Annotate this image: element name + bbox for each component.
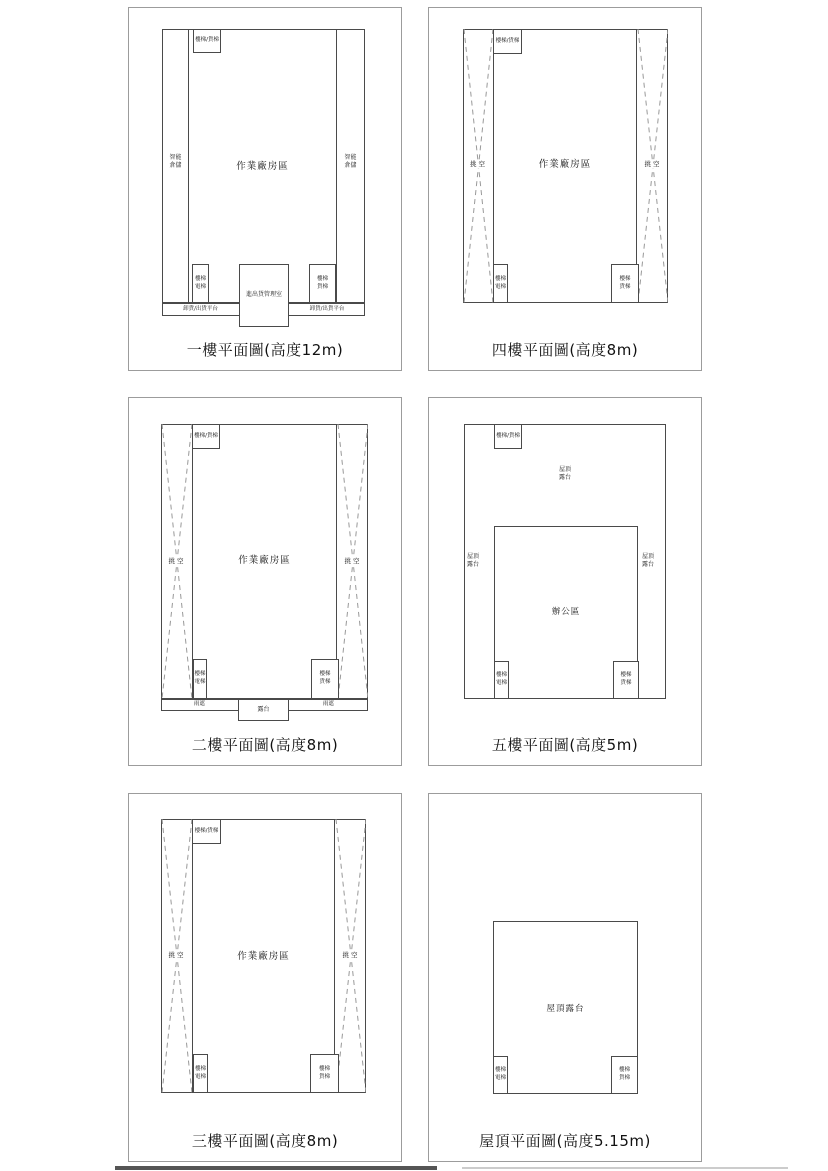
floor3-left-void-strip [161,819,193,1093]
roof-terrace-label-right: 屋頂 露台 [641,553,654,568]
loading-platform-label-right: 卸貨/出貨平台 [309,306,345,312]
floor5-stair-freight-box-top: 樓梯/貨梯 [494,424,522,449]
panel-floor2 [128,397,402,766]
floor5-stair-freight-box-bottom: 樓梯 貨梯 [613,661,639,699]
void-label: 挑空 [168,557,186,565]
next-page-edge-left [115,1166,437,1170]
office-area-label: 辦公區 [551,607,581,617]
floor1-stair-freight-box-bottom: 樓梯 貨梯 [309,264,336,303]
floor1-inout-mgmt-room: 進出貨管理室 [239,264,289,327]
floor4-title: 四樓平面圖(高度8m) [491,341,639,359]
floor2-stair-freight-box-bottom: 樓梯 貨梯 [311,659,339,699]
canopy-label-right: 雨遮 [322,701,334,707]
floor1-stair-freight-box-top: 樓梯/貨梯 [193,29,221,53]
floor5-title: 五樓平面圖(高度5m) [491,736,639,754]
void-label: 挑空 [470,160,487,168]
floor3-stair-freight-box-top: 樓梯/貨梯 [192,819,221,844]
floor3-work-area-label: 作業廠房區 [237,951,290,962]
floor1-work-area-label: 作業廠房區 [236,161,289,172]
floor1-title: 一樓平面圖(高度12m) [186,341,344,359]
loading-platform-label-left: 卸貨/出貨平台 [183,306,218,312]
floor4-left-void-strip [463,29,494,303]
roof-terrace-label-left: 屋頂 露台 [466,553,479,568]
canopy-label-left: 雨遮 [193,701,205,707]
floor5-stair-elevator-box: 樓梯 電梯 [494,661,509,699]
panel-floor3 [128,793,402,1162]
roof-terrace-label: 屋頂露台 [546,1004,585,1014]
panel-floor5 [428,397,702,766]
panel-roof [428,793,702,1162]
void-label: 挑空 [344,557,362,565]
floor2-stair-freight-box-top: 樓梯/貨梯 [192,424,220,449]
roof-stair-freight-box: 樓梯 貨梯 [611,1056,638,1094]
floor1-stair-elevator-box: 樓梯 電梯 [192,264,209,303]
floor4-stair-freight-box-top: 樓梯/貨梯 [493,29,522,54]
floor2-work-area-label: 作業廠房區 [238,555,291,566]
floor2-title: 二樓平面圖(高度8m) [191,736,339,754]
floor2-right-void-strip [336,424,368,699]
floor3-title: 三樓平面圖(高度8m) [191,1132,339,1150]
roof-terrace-label-top: 屋頂 露台 [558,466,571,481]
roof-stair-elevator-box: 樓梯 電梯 [493,1056,508,1094]
floor2-left-void-strip [161,424,193,699]
panel-floor1 [128,7,402,371]
floor4-stair-freight-box-bottom: 樓梯 貨梯 [611,264,639,303]
floor4-work-area-label: 作業廠房區 [538,159,592,170]
smart-storage-label-right: 智能 倉儲 [344,154,357,169]
floor3-stair-elevator-box: 樓梯 電梯 [193,1054,208,1093]
void-label: 挑空 [168,951,186,959]
floor3-stair-freight-box-bottom: 樓梯 貨梯 [310,1054,339,1093]
smart-storage-label-left: 智能 倉儲 [169,154,182,169]
roof-title: 屋頂平面圖(高度5.15m) [479,1132,651,1150]
void-label: 挑空 [342,951,360,959]
panel-floor4 [428,7,702,371]
floor2-terrace-box: 露台 [238,699,289,721]
floor4-stair-elevator-box: 樓梯 電梯 [493,264,508,303]
next-page-edge-right [462,1167,788,1169]
floor3-right-void-strip [334,819,366,1093]
floor2-stair-elevator-box: 樓梯 電梯 [193,659,207,699]
floor4-right-void-strip [636,29,668,303]
void-label: 挑空 [644,160,662,168]
